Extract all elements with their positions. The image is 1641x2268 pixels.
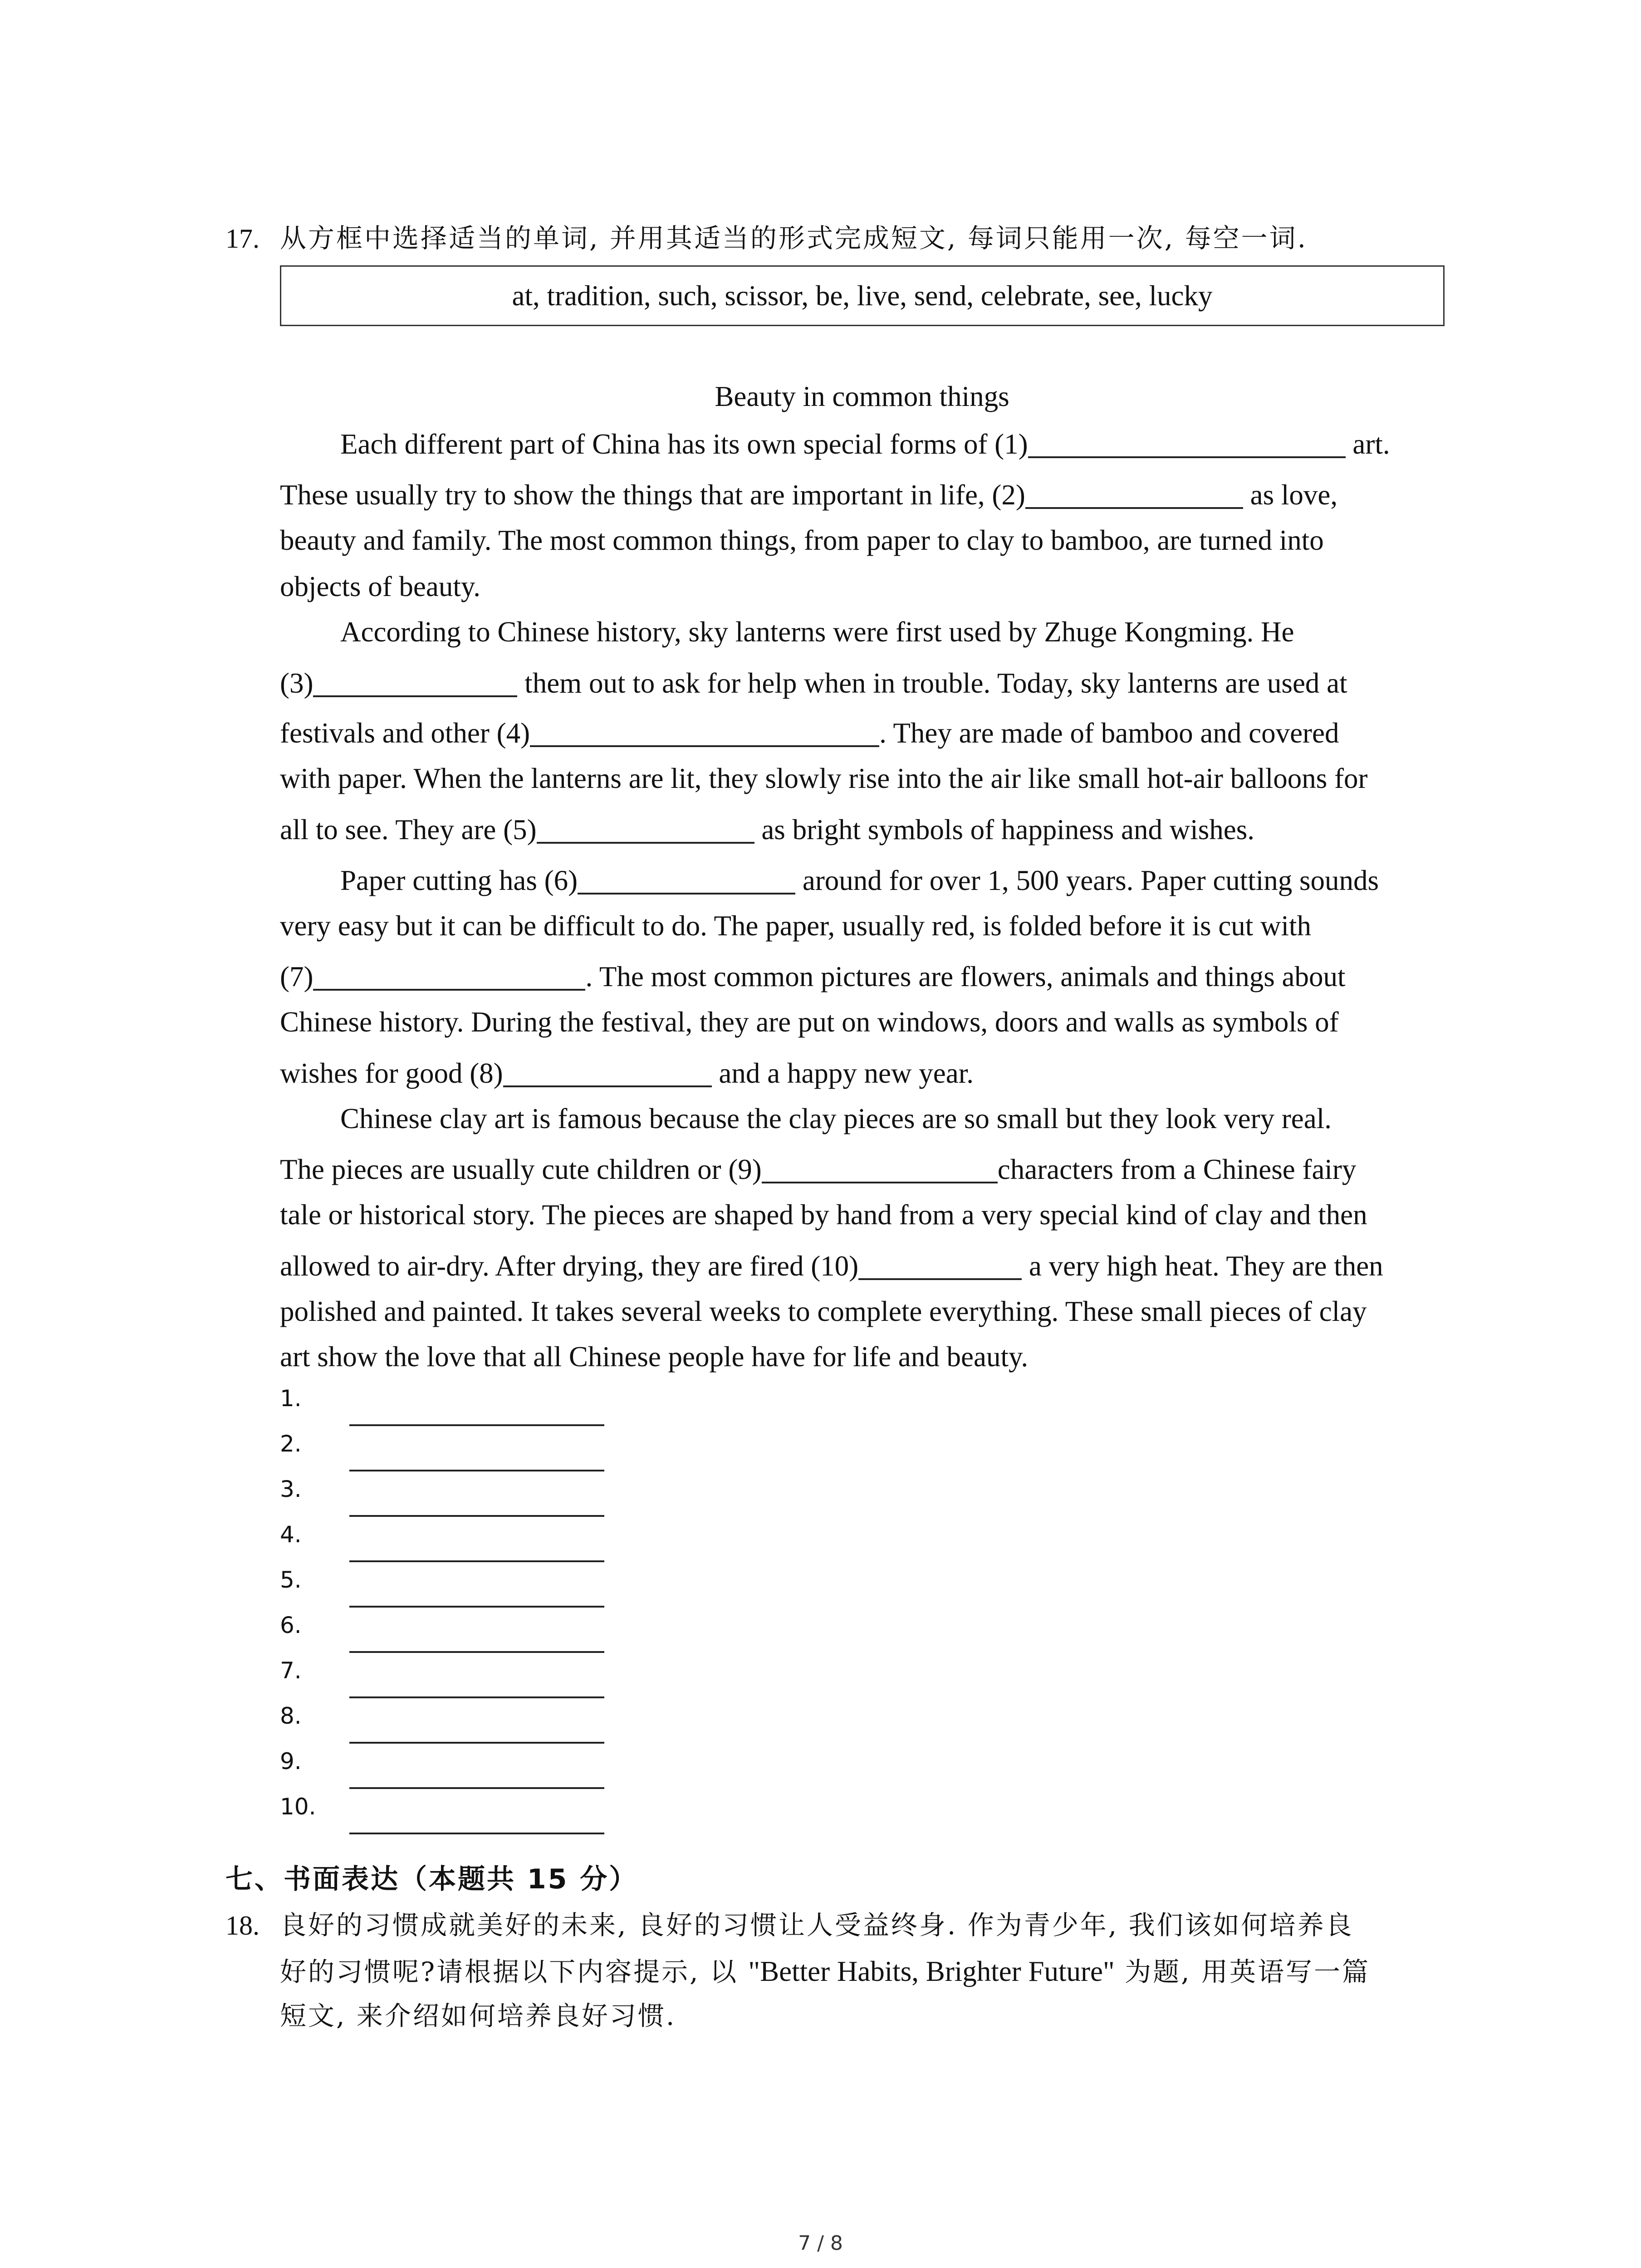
answer-line-1[interactable] (349, 1424, 604, 1426)
question-18-line-1: 良好的习惯成就美好的未来, 良好的习惯让人受益终身. 作为青少年, 我们该如何培养良 (280, 1910, 1354, 1941)
answer-label: 8. (280, 1703, 302, 1729)
blank-3[interactable] (313, 671, 517, 697)
answer-line-3[interactable] (349, 1515, 604, 1517)
passage-line: (7) . The most common pictures are flowers, animals and things about (280, 961, 1346, 992)
passage-line: objects of beauty. (280, 571, 481, 602)
answer-line-8[interactable] (349, 1742, 604, 1744)
answer-label: 10. (280, 1794, 316, 1820)
answer-label: 2. (280, 1431, 302, 1457)
passage-line: festivals and other (4) . They are made of bamboo and covered (280, 717, 1339, 749)
answer-line-5[interactable] (349, 1606, 604, 1608)
answer-line-4[interactable] (349, 1560, 604, 1562)
passage-line: with paper. When the lanterns are lit, they slowly rise into the air like small hot-air balloons for (280, 763, 1368, 794)
passage-line: Paper cutting has (6) around for over 1, 500 years. Paper cutting sounds (340, 865, 1379, 896)
blank-7[interactable] (313, 964, 585, 991)
section-heading: 七、书面表达（本题共 15 分） (225, 1863, 638, 1895)
passage-line: Chinese clay art is famous because the clay pieces are so small but they look very real. (340, 1103, 1332, 1134)
passage-line: Each different part of China has its own special forms of (1) art. (340, 428, 1390, 460)
answer-line-9[interactable] (349, 1787, 604, 1789)
answer-label: 9. (280, 1748, 302, 1774)
blank-1[interactable] (1028, 432, 1346, 458)
answer-line-6[interactable] (349, 1651, 604, 1653)
blank-10[interactable] (858, 1254, 1022, 1280)
passage-line: Chinese history. During the festival, they are put on windows, doors and walls as symbols of (280, 1006, 1339, 1038)
word-box-text: at, tradition, such, scissor, be, live, send, celebrate, see, lucky (512, 279, 1213, 312)
passage-line: polished and painted. It takes several weeks to complete everything. These small pieces of clay (280, 1295, 1367, 1327)
question-17-number: 17. (225, 224, 260, 254)
blank-4[interactable] (530, 721, 879, 747)
question-18-number: 18. (225, 1911, 260, 1941)
blank-8[interactable] (503, 1061, 712, 1087)
answer-label: 1. (280, 1385, 302, 1412)
answer-label: 4. (280, 1521, 302, 1548)
answer-label: 3. (280, 1476, 302, 1502)
blank-2[interactable] (1025, 483, 1243, 509)
blank-5[interactable] (537, 817, 754, 844)
blank-6[interactable] (578, 868, 795, 894)
answer-line-2[interactable] (349, 1470, 604, 1471)
passage-line: very easy but it can be difficult to do. The paper, usually red, is folded before it is cut with (280, 910, 1312, 942)
passage-line: (3) them out to ask for help when in trouble. Today, sky lanterns are used at (280, 667, 1347, 699)
passage-line: These usually try to show the things that are important in life, (2) as love, (280, 479, 1338, 511)
answer-label: 6. (280, 1612, 302, 1638)
page-number: 7 / 8 (798, 2232, 843, 2255)
passage-line: According to Chinese history, sky lanterns were first used by Zhuge Kongming. He (340, 616, 1294, 648)
passage-line: tale or historical story. The pieces are shaped by hand from a very special kind of clay and then (280, 1199, 1367, 1231)
passage-line: The pieces are usually cute children or (9) characters from a Chinese fairy (280, 1154, 1357, 1185)
answer-label: 7. (280, 1657, 302, 1684)
question-18-line-3: 短文, 来介绍如何培养良好习惯. (280, 2000, 676, 2031)
passage-title: Beauty in common things (715, 381, 1009, 412)
passage-line: allowed to air-dry. After drying, they are fired (10) a very high heat. They are then (280, 1250, 1383, 1282)
passage-line: beauty and family. The most common things, from paper to clay to bamboo, are turned into (280, 524, 1324, 556)
question-17-instruction: 从方框中选择适当的单词, 并用其适当的形式完成短文, 每词只能用一次, 每空一词. (280, 223, 1308, 254)
answer-line-10[interactable] (349, 1833, 604, 1834)
word-box (280, 265, 1445, 326)
answer-label: 5. (280, 1567, 302, 1593)
blank-9[interactable] (762, 1157, 998, 1183)
passage-line: art show the love that all Chinese people have for life and beauty. (280, 1341, 1029, 1373)
answer-line-7[interactable] (349, 1696, 604, 1698)
passage-line: all to see. They are (5) as bright symbols of happiness and wishes. (280, 814, 1255, 846)
passage-line: wishes for good (8) and a happy new year. (280, 1057, 974, 1089)
question-18-line-2: 好的习惯呢?请根据以下内容提示, 以 "Better Habits, Brighter Future" 为题, 用英语写一篇 (280, 1955, 1371, 1987)
